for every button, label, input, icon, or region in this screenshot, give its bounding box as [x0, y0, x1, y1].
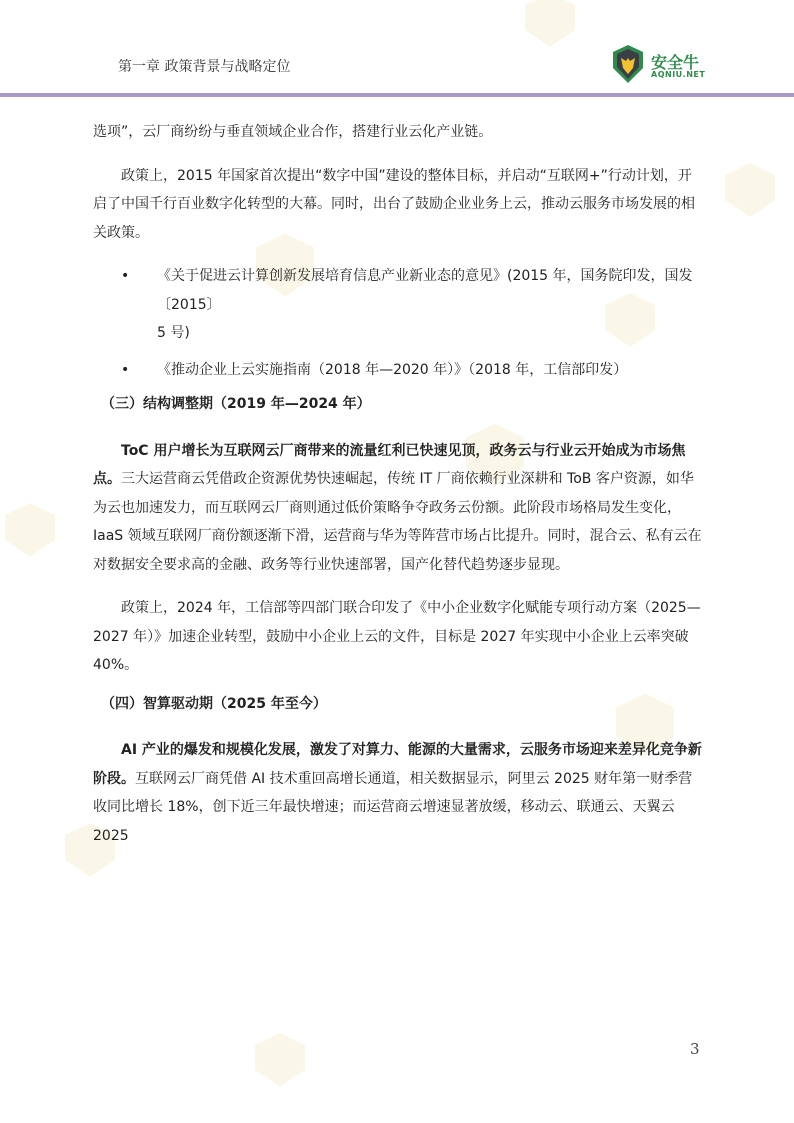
section-heading: （三）结构调整期（2019 年—2024 年） — [101, 396, 371, 412]
paragraph-lead: AI 产业的爆发和规模化发展，激发了对算力、能源的大量需求，云服务市场迎来差异化竞争新阶段。 — [93, 742, 702, 787]
brand-logo — [611, 44, 706, 86]
logo-subtext: AQNIU.NET — [651, 70, 706, 79]
paragraph-body: 互联网云厂商凭借 AI 技术重回高增长通道，相关数据显示，阿里云 2025 财年第一财季营收同比增长 18%，创下近三年最快增速；而运营商云增速显著放缓，移动云、联通云、天翼云 2025 — [93, 770, 693, 844]
section-heading: （四）智算驱动期（2025 年至今） — [101, 695, 327, 712]
list-item-text-continued: 5 号) — [157, 325, 190, 341]
header-divider — [0, 93, 794, 97]
paragraph — [93, 736, 705, 850]
shield-logo-icon — [611, 44, 645, 84]
paragraph: 选项”，云厂商纷纷与垂直领域企业合作，搭建行业云化产业链。 — [93, 124, 493, 140]
bullet-icon: • — [121, 361, 130, 378]
list-item — [93, 356, 705, 385]
list-item — [93, 262, 705, 348]
list-item-text: 《推动企业上云实施指南（2018 年—2020 年）》（2018 年，工信部印发） — [157, 361, 628, 378]
page-header — [0, 0, 794, 98]
bullet-icon: • — [121, 268, 130, 284]
watermark-logo — [720, 160, 780, 224]
logo-text: 安全牛 — [651, 53, 700, 72]
paragraph-lead: ToC 用户增长为互联网云厂商带来的流量红利已快速见顶，政务云与行业云开始成为市场焦点。 — [93, 442, 686, 487]
paragraph — [93, 437, 705, 580]
document-body — [93, 118, 705, 850]
watermark-logo — [250, 1030, 310, 1094]
page-number: 3 — [690, 1040, 700, 1058]
watermark-logo — [0, 500, 60, 564]
policy-list — [93, 262, 705, 384]
chapter-title: 第一章 政策背景与战略定位 — [118, 59, 291, 75]
paragraph: 政策上，2015 年国家首次提出“数字中国”建设的整体目标，并启动“互联网+”行动计划，开启了中国千行百业数字化转型的大幕。同时，出台了鼓励企业业务上云，推动云服务市场发展的相关政策。 — [93, 167, 695, 241]
list-item-text: 《关于促进云计算创新发展培育信息产业新业态的意见》(2015 年，国务院印发，国发〔2015〕 — [157, 268, 693, 313]
paragraph: 政策上，2024 年，工信部等四部门联合印发了《中小企业数字化赋能专项行动方案（2025—2027 年）》加速企业转型，鼓励中小企业上云的文件，目标是 2027 年实现中小企业上云率突破 40%。 — [93, 600, 701, 673]
paragraph-body: 三大运营商云凭借政企资源优势快速崛起，传统 IT 厂商依赖行业深耕和 ToB 客户资源，如华为云也加速发力，而互联网云厂商则通过低价策略争夺政务云份额。此阶段市场格局发生变化，IaaS 领域互联网厂商份额逐渐下滑，运营商与华为等阵营市场占比提升。同时，混合云、私有云在对数据安全要求高的金融、政务等行业快速部署，国产化替代趋势逐步显现。 — [93, 471, 702, 573]
